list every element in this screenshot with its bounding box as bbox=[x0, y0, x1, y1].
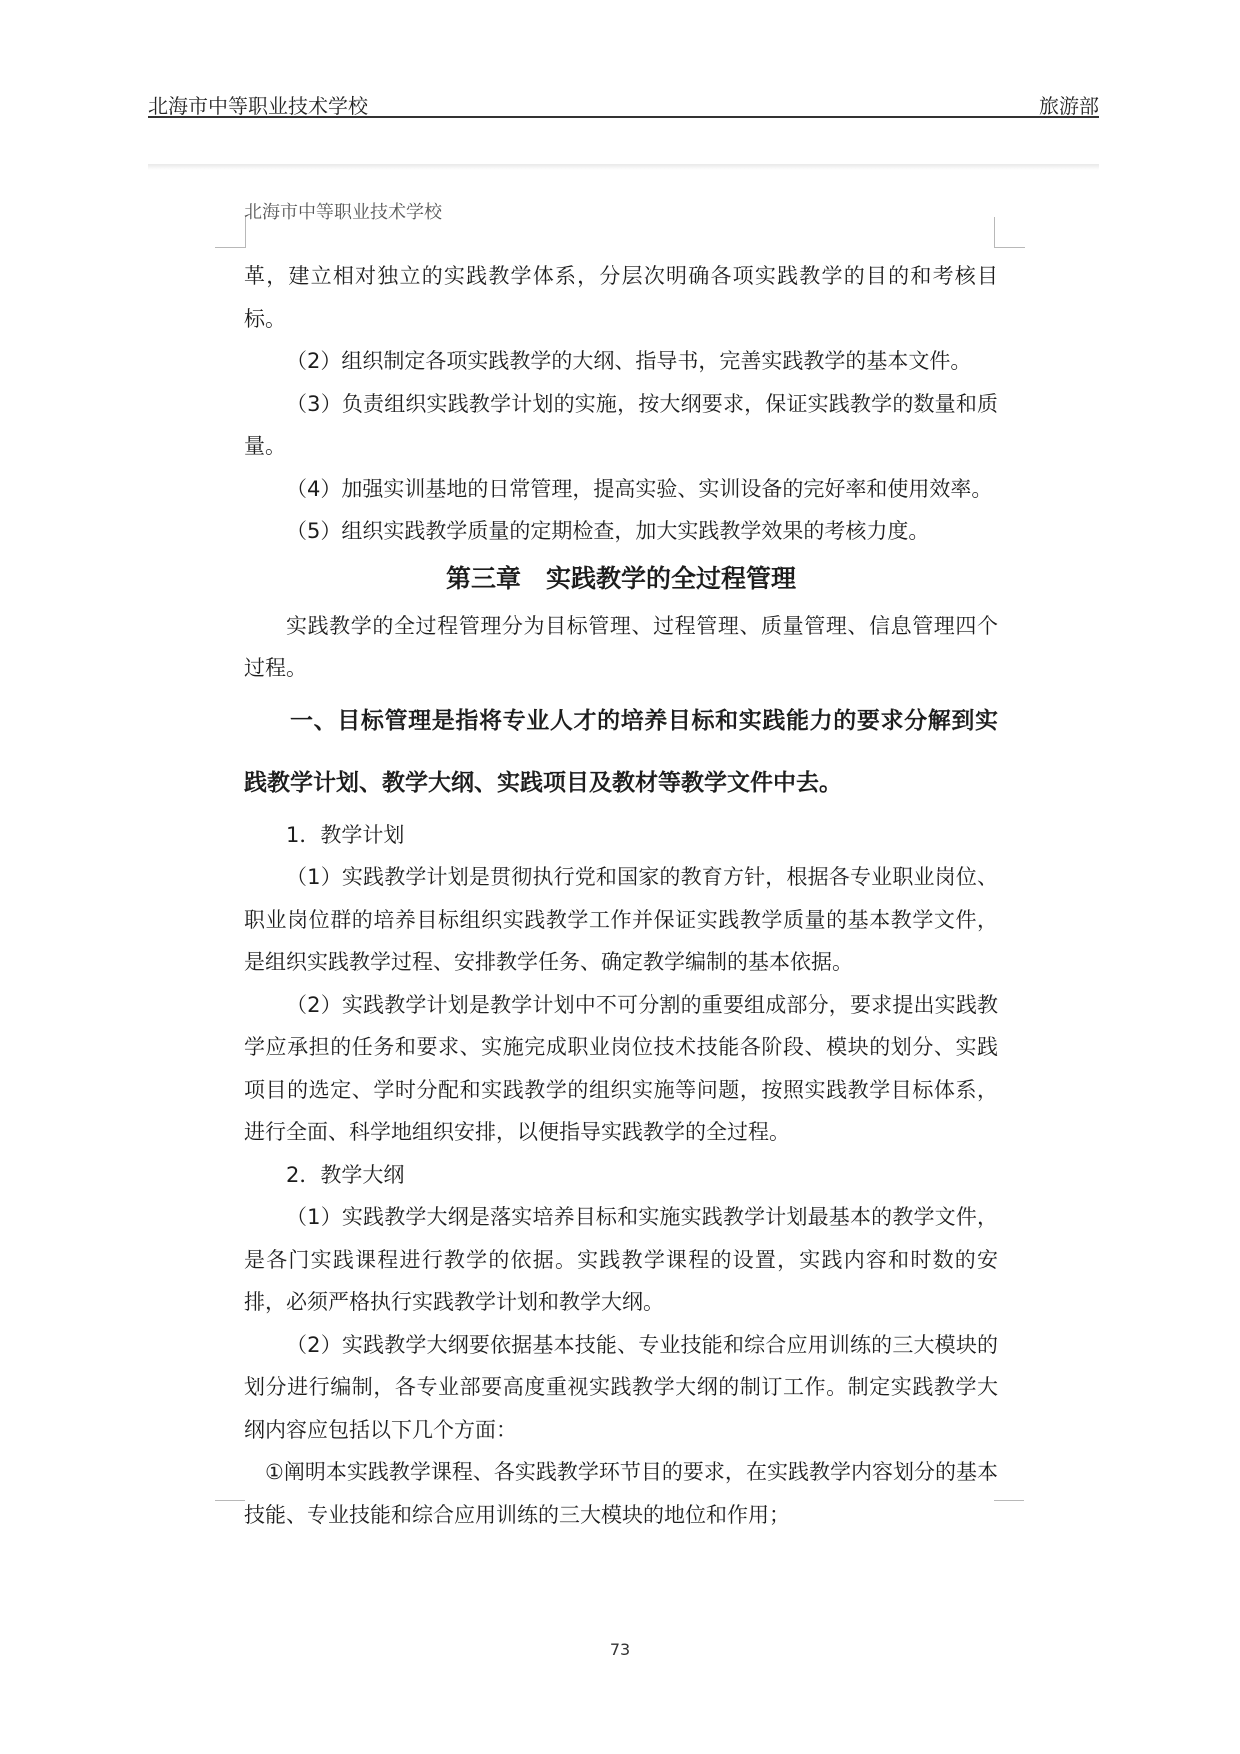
chapter-intro: 实践教学的全过程管理分为目标管理、过程管理、质量管理、信息管理四个过程。 bbox=[244, 613, 998, 680]
paragraph: （1）实践教学计划是贯彻执行党和国家的教育方针，根据各专业职业岗位、职业岗位群的培养目标组织实践教学工作并保证实践教学质量的基本教学文件，是组织实践教学过程、安排教学任务、确定教学编制的基本依据。 bbox=[244, 865, 998, 974]
page-edge-shadow bbox=[148, 164, 1099, 170]
crop-mark-bottom-left bbox=[215, 1500, 245, 1502]
document-body bbox=[244, 255, 998, 1536]
paragraph: （2）组织制定各项实践教学的大纲、指导书，完善实践教学的基本文件。 bbox=[286, 349, 972, 373]
outer-page-header bbox=[148, 86, 1099, 118]
paragraph: （5）组织实践教学质量的定期检查，加大实践教学效果的考核力度。 bbox=[286, 519, 930, 543]
inner-page-header: 北海市中等职业技术学校 bbox=[244, 202, 442, 223]
header-department: 旅游部 bbox=[1039, 94, 1099, 118]
crop-mark-top-right bbox=[994, 217, 1025, 248]
paragraph: ①阐明本实践教学课程、各实践教学环节目的要求，在实践教学内容划分的基本技能、专业技能和综合应用训练的三大模块的地位和作用； bbox=[244, 1460, 998, 1527]
subsection-title: 1．教学计划 bbox=[286, 822, 405, 847]
crop-mark-top-left bbox=[215, 217, 246, 248]
section-title: 一、目标管理是指将专业人才的培养目标和实践能力的要求分解到实践教学计划、教学大纲、实践项目及教材等教学文件中去。 bbox=[244, 707, 998, 796]
paragraph: （1）实践教学大纲是落实培养目标和实施实践教学计划最基本的教学文件，是各门实践课程进行教学的依据。实践教学课程的设置，实践内容和时数的安排，必须严格执行实践教学计划和教学大纲。 bbox=[244, 1205, 998, 1314]
paragraph: （3）负责组织实践教学计划的实施，按大纲要求，保证实践教学的数量和质量。 bbox=[244, 391, 998, 458]
paragraph: （4）加强实训基地的日常管理，提高实验、实训设备的完好率和使用效率。 bbox=[286, 476, 993, 501]
paragraph: 革，建立相对独立的实践教学体系，分层次明确各项实践教学的目的和考核目标。 bbox=[244, 264, 998, 331]
crop-mark-bottom-right bbox=[994, 1500, 1024, 1502]
paragraph: （2）实践教学计划是教学计划中不可分割的重要组成部分，要求提出实践教学应承担的任务和要求、实施完成职业岗位技术技能各阶段、模块的划分、实践项目的选定、学时分配和实践教学的组织实施等问题，按照实践教学目标体系，进行全面、科学地组织安排，以便指导实践教学的全过程。 bbox=[244, 992, 998, 1144]
header-school-name: 北海市中等职业技术学校 bbox=[148, 94, 368, 118]
page-number: 73 bbox=[609, 1640, 631, 1659]
subsection-title: 2．教学大纲 bbox=[286, 1162, 405, 1187]
paragraph: （2）实践教学大纲要依据基本技能、专业技能和综合应用训练的三大模块的划分进行编制，各专业部要高度重视实践教学大纲的制订工作。制定实践教学大纲内容应包括以下几个方面： bbox=[244, 1332, 998, 1442]
chapter-title: 第三章 实践教学的全过程管理 bbox=[445, 563, 796, 593]
